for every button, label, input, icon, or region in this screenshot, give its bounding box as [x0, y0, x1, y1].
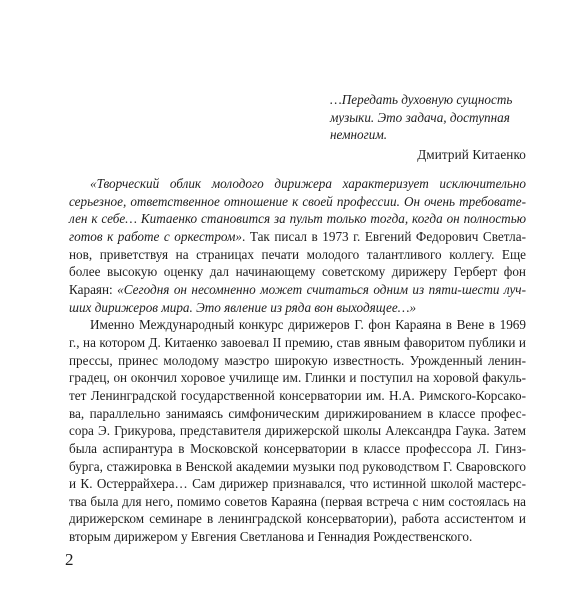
- page-number: 2: [65, 550, 74, 569]
- paragraph-2-text: Именно Международный конкурс дирижеров Г. фон Караяна в Вене в 1969 г., на котором Д. Китаенко завоевал II премию, став явным фаворитом публики и прессы, принес молодому маэстро широкую известность. Урожденный ленинградец, он окончил хоровое училище им. Глинки и поступил на хоровой факультет Ленинградской государственной консерватории им. Н.А. Римского-Корсакова, параллельно занимаясь симфоническим дирижированием в классе профессора Э. Грикурова, представителя дирижерской школы Александра Гаука. Затем была аспирантура в Московской консерватории в классе профессора Л. Гинзбурга, стажировка в Венской академии музыки под руководством Г. Сваровского и К. Остеррайхера… Сам дирижер признавался, что истинной школой мастерства была для него, помимо советов Караяна (первая встреча с ним состоялась на дирижерском семинаре в ленинградской консерватории), работа ассистентом и вторым дирижером у Евгения Светланова и Геннадия Рождественского.: [69, 317, 526, 545]
- epigraph-author: Дмитрий Китаенко: [417, 146, 526, 162]
- karajan-quote: «Сегодня он несомненно может считаться одним из пяти-шести лучших дирижеров мира. Это явление из ряда вон выходящее…»: [69, 281, 526, 315]
- paragraph-2: [69, 316, 526, 546]
- paragraph-1: [69, 175, 526, 316]
- epigraph: [330, 91, 526, 163]
- epigraph-quote: …Передать духовную сущность музыки. Это задача, доступная немногим.: [330, 92, 513, 143]
- karajan-intro-quote-svetlanov: «Творческий облик молодого дирижера характеризует исключительно серьезное, ответственное отношение к своей профессии. Он очень требователен к себе… Китаенко становится за пульт только тогда, когда он полностью готов к работе с оркестром»: [69, 176, 526, 244]
- paragraph-1-narration: . Так писал в 1973 г. Евгений Федорович Светланов, приветствуя на страницах печати молодого талантливого коллегу. Еще более высокую оценку дал начинающему советскому дирижеру Герберт фон Караян:: [69, 228, 526, 297]
- main-text: [69, 175, 526, 546]
